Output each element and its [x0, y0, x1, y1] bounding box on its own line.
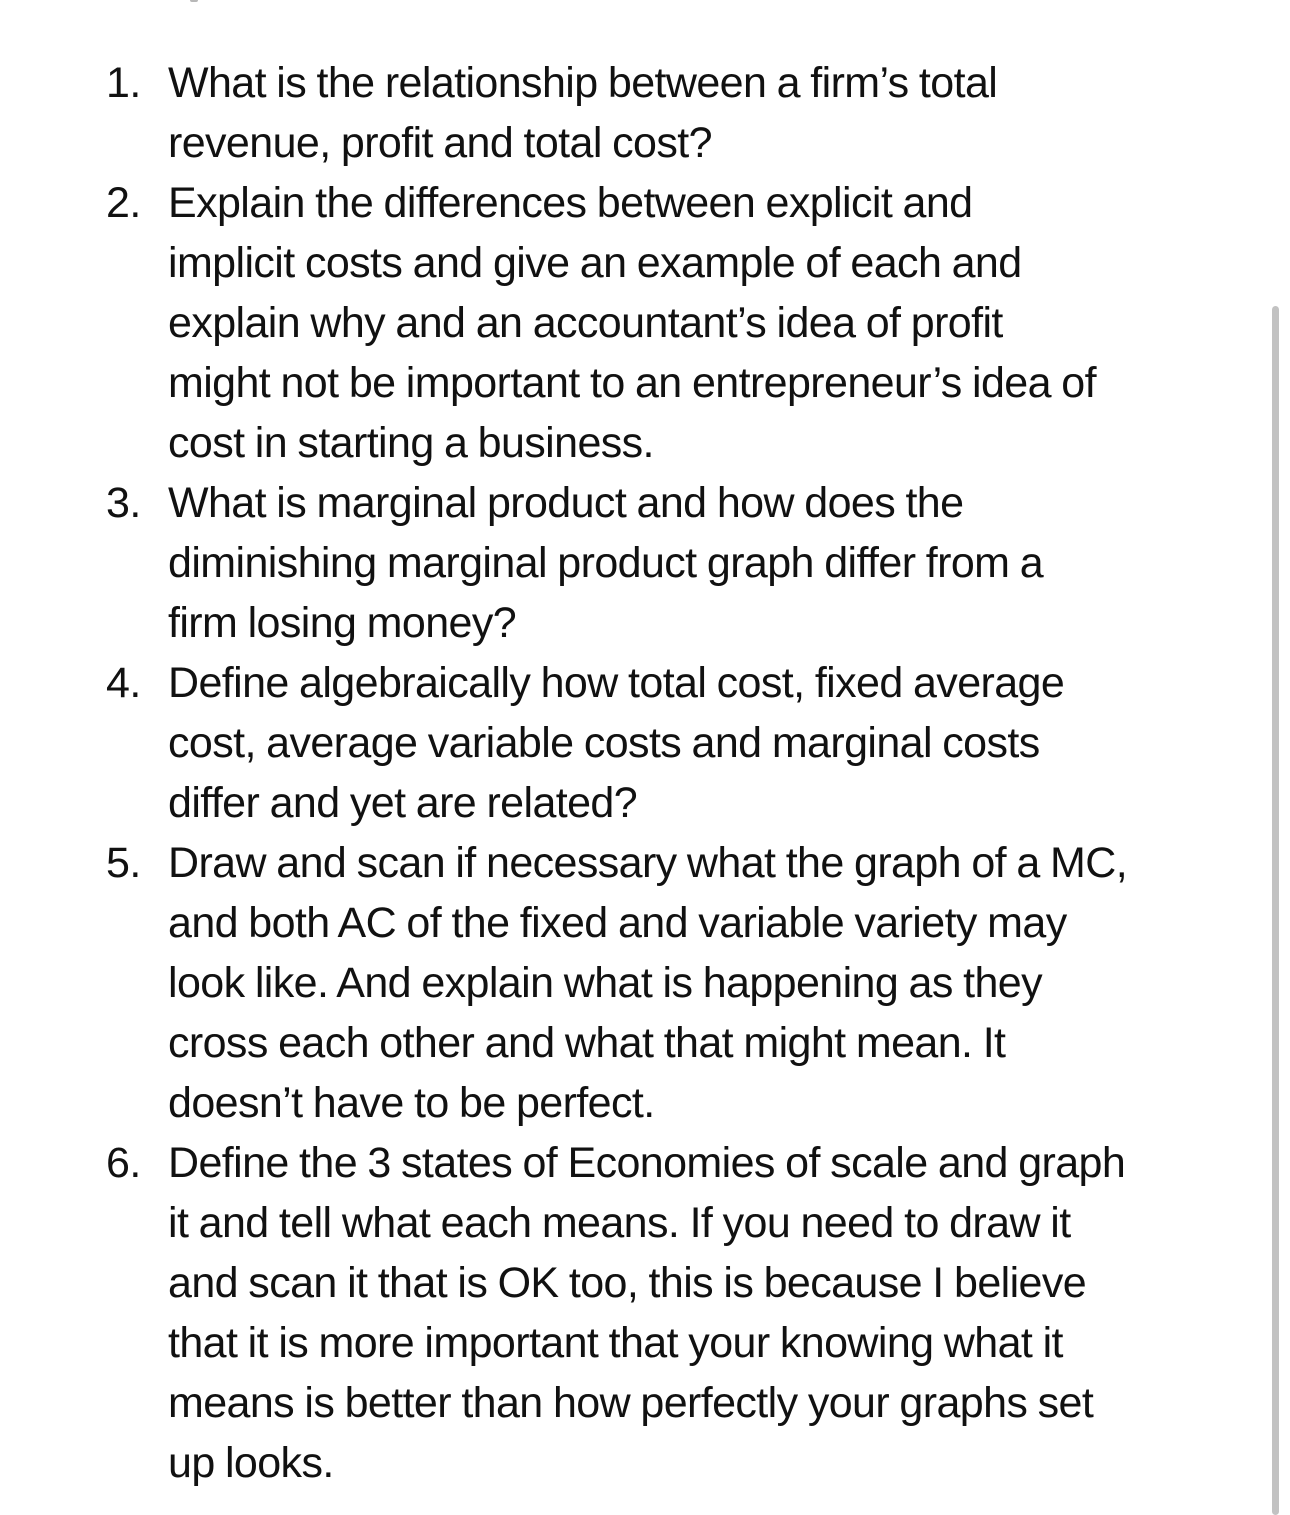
question-line: What is the relationship between a firm’s total — [168, 59, 998, 107]
question-line: that it is more important that your knowing what it — [168, 1319, 1063, 1367]
question-line: revenue, profit and total cost? — [168, 119, 712, 167]
question-line: firm losing money? — [168, 599, 517, 647]
question-line: means is better than how perfectly your graphs set — [168, 1379, 1094, 1427]
question-line: Define algebraically how total cost, fixed average — [168, 659, 1065, 707]
question-number: 1. — [106, 59, 141, 107]
question-number: 3. — [106, 479, 141, 527]
question-text — [168, 473, 1243, 653]
question-line: doesn’t have to be perfect. — [168, 1079, 655, 1127]
question-5 — [0, 833, 1250, 1133]
question-text — [168, 653, 1243, 833]
vertical-scrollbar-thumb[interactable] — [1272, 306, 1279, 1515]
question-text — [168, 1133, 1243, 1493]
question-line: explain why and an accountant’s idea of profit — [168, 299, 1003, 347]
question-line: and scan it that is OK too, this is because I believe — [168, 1259, 1087, 1307]
question-number: 6. — [106, 1139, 141, 1187]
question-line: cost in starting a business. — [168, 419, 654, 467]
question-4 — [0, 653, 1250, 833]
question-3 — [0, 473, 1250, 653]
question-line: Explain the differences between explicit and — [168, 179, 973, 227]
question-line: might not be important to an entrepreneur’s idea of — [168, 359, 1096, 407]
question-list — [0, 53, 1250, 1493]
question-text — [168, 53, 1243, 173]
question-line: What is marginal product and how does the — [168, 479, 964, 527]
question-line: cross each other and what that might mean. It — [168, 1019, 1006, 1067]
question-line: differ and yet are related? — [168, 779, 638, 827]
question-line: Define the 3 states of Economies of scale and graph — [168, 1139, 1126, 1187]
question-2 — [0, 173, 1250, 473]
question-line: look like. And explain what is happening as they — [168, 959, 1042, 1007]
question-line: up looks. — [168, 1439, 334, 1487]
question-6 — [0, 1133, 1250, 1493]
question-number: 5. — [106, 839, 141, 887]
question-line: cost, average variable costs and marginal costs — [168, 719, 1040, 767]
cropped-text-fragment — [190, 0, 198, 2]
question-number: 4. — [106, 659, 141, 707]
question-line: and both AC of the fixed and variable variety may — [168, 899, 1067, 947]
question-text — [168, 173, 1243, 473]
question-line: implicit costs and give an example of each and — [168, 239, 1022, 287]
question-line: diminishing marginal product graph differ from a — [168, 539, 1044, 587]
question-line: it and tell what each means. If you need to draw it — [168, 1199, 1071, 1247]
question-1 — [0, 53, 1250, 173]
question-line: Draw and scan if necessary what the graph of a MC, — [168, 839, 1128, 887]
question-text — [168, 833, 1243, 1133]
question-number: 2. — [106, 179, 141, 227]
